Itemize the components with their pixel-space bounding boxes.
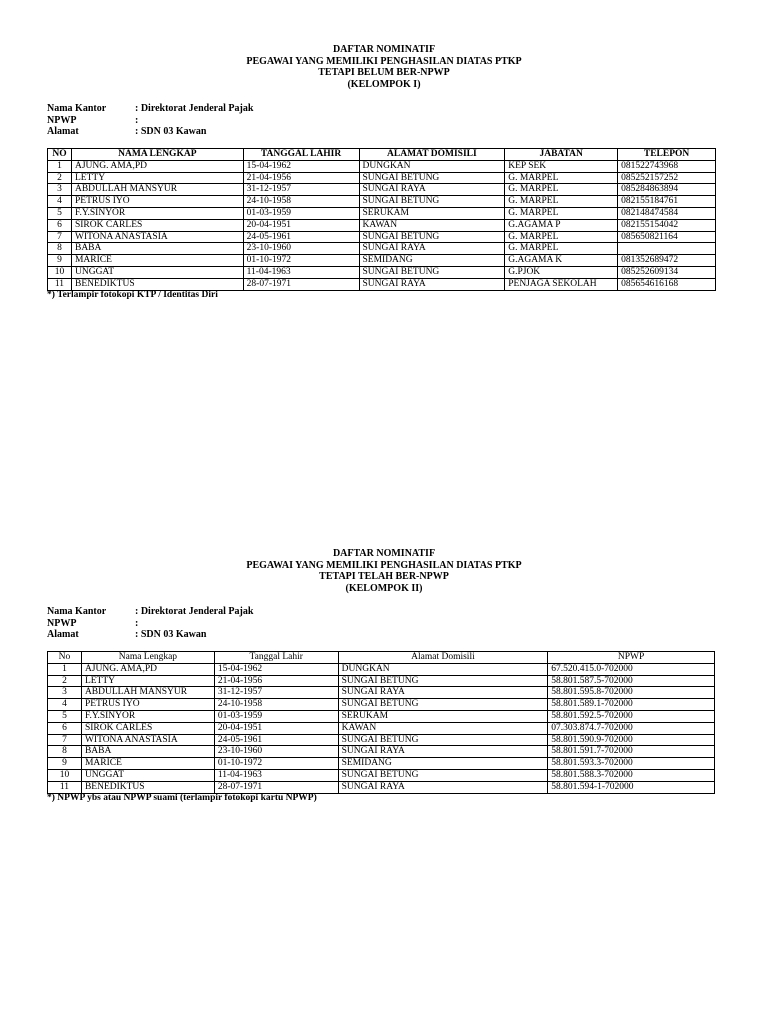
section2-note: *) NPWP ybs atau NPWP suami (terlampir fotokopi kartu NPWP): [47, 793, 317, 803]
table-row: [48, 663, 715, 675]
info-label: Alamat: [47, 126, 79, 137]
cell-name: SIROK CARLES: [81, 722, 214, 734]
cell-address: SEMIDANG: [359, 255, 505, 267]
cell-birthdate: 21-04-1956: [214, 675, 338, 687]
cell-name: BENEDIKTUS: [81, 781, 214, 793]
cell-position: G.AGAMA P: [505, 219, 618, 231]
cell-position: PENJAGA SEKOLAH: [505, 278, 618, 290]
cell-no: 4: [48, 196, 72, 208]
cell-birthdate: 31-12-1957: [243, 184, 359, 196]
cell-address: SUNGAI BETUNG: [338, 734, 548, 746]
cell-phone: [618, 243, 716, 255]
header-name: NAMA LENGKAP: [71, 149, 243, 161]
cell-position: G. MARPEL: [505, 243, 618, 255]
info-value: :: [135, 114, 139, 126]
table-row: [48, 734, 715, 746]
cell-no: 8: [48, 243, 72, 255]
cell-name: PETRUS IYO: [71, 196, 243, 208]
cell-position: G. MARPEL: [505, 196, 618, 208]
info-value: : Direktorat Jenderal Pajak: [135, 103, 254, 114]
cell-name: MARICE: [71, 255, 243, 267]
table-row: [48, 160, 716, 172]
header-position: JABATAN: [505, 149, 618, 161]
table-row: [48, 219, 716, 231]
group1-table: [47, 148, 716, 291]
cell-npwp: 58.801.593.3-702000: [548, 758, 715, 770]
header-birthdate: TANGGAL LAHIR: [243, 149, 359, 161]
cell-position: G. MARPEL: [505, 207, 618, 219]
cell-phone: 082148474584: [618, 207, 716, 219]
cell-no: 10: [48, 769, 82, 781]
cell-no: 7: [48, 231, 72, 243]
cell-no: 5: [48, 207, 72, 219]
cell-birthdate: 23-10-1960: [214, 746, 338, 758]
cell-address: SUNGAI BETUNG: [359, 172, 505, 184]
cell-name: PETRUS IYO: [81, 699, 214, 711]
cell-address: SERUKAM: [338, 710, 548, 722]
header-no: NO: [48, 149, 72, 161]
cell-address: KAWAN: [338, 722, 548, 734]
info-row-npwp: [47, 115, 253, 127]
cell-position: G.PJOK: [505, 266, 618, 278]
table-row: [48, 710, 715, 722]
cell-no: 10: [48, 266, 72, 278]
table-row: [48, 255, 716, 267]
cell-name: F.Y.SINYOR: [71, 207, 243, 219]
cell-phone: 085252157252: [618, 172, 716, 184]
cell-phone: 082155154042: [618, 219, 716, 231]
cell-position: G. MARPEL: [505, 231, 618, 243]
cell-name: BENEDIKTUS: [71, 278, 243, 290]
cell-position: G.AGAMA K: [505, 255, 618, 267]
title-line: TETAPI BELUM BER-NPWP: [318, 67, 450, 78]
cell-phone: 085252609134: [618, 266, 716, 278]
table-row: [48, 231, 716, 243]
cell-no: 5: [48, 710, 82, 722]
info-label: Nama Kantor: [47, 606, 107, 617]
table-row: [48, 769, 715, 781]
cell-name: SIROK CARLES: [71, 219, 243, 231]
info-label: Alamat: [47, 629, 79, 640]
cell-name: LETTY: [71, 172, 243, 184]
cell-npwp: 58.801.594-1-702000: [548, 781, 715, 793]
cell-no: 8: [48, 746, 82, 758]
cell-birthdate: 24-10-1958: [243, 196, 359, 208]
cell-address: SUNGAI RAYA: [338, 781, 548, 793]
cell-position: KEP SEK: [505, 160, 618, 172]
table-row: [48, 172, 716, 184]
section2-info: [47, 606, 253, 641]
cell-address: SUNGAI BETUNG: [359, 266, 505, 278]
cell-position: G. MARPEL: [505, 184, 618, 196]
cell-phone: 081352689472: [618, 255, 716, 267]
cell-name: UNGGAT: [81, 769, 214, 781]
cell-birthdate: 24-05-1961: [243, 231, 359, 243]
cell-no: 9: [48, 758, 82, 770]
cell-name: ABDULLAH MANSYUR: [71, 184, 243, 196]
table-row: [48, 207, 716, 219]
cell-phone: 085654616168: [618, 278, 716, 290]
cell-birthdate: 01-03-1959: [243, 207, 359, 219]
cell-name: BABA: [81, 746, 214, 758]
cell-name: LETTY: [81, 675, 214, 687]
info-value: : Direktorat Jenderal Pajak: [135, 606, 254, 617]
header-phone: TELEPON: [618, 149, 716, 161]
cell-position: G. MARPEL: [505, 172, 618, 184]
header-no: No: [48, 652, 82, 664]
cell-address: DUNGKAN: [359, 160, 505, 172]
info-value: :: [135, 617, 139, 629]
title-line: PEGAWAI YANG MEMILIKI PENGHASILAN DIATAS PTKP: [246, 559, 522, 571]
table-row: [48, 184, 716, 196]
cell-address: SUNGAI RAYA: [338, 687, 548, 699]
cell-npwp: 58.801.592.5-702000: [548, 710, 715, 722]
info-row-office: [47, 606, 253, 618]
cell-npwp: 58.801.590.9-702000: [548, 734, 715, 746]
table-row: [48, 781, 715, 793]
cell-name: F.Y.SINYOR: [81, 710, 214, 722]
section1-info: [47, 103, 253, 138]
cell-birthdate: 11-04-1963: [243, 266, 359, 278]
table-row: [48, 266, 716, 278]
table-row: [48, 196, 716, 208]
cell-no: 6: [48, 722, 82, 734]
cell-no: 3: [48, 184, 72, 196]
table-row: [48, 243, 716, 255]
cell-npwp: 58.801.591.7-702000: [548, 746, 715, 758]
table-header-row: [48, 149, 716, 161]
cell-no: 11: [48, 781, 82, 793]
info-value: : SDN 03 Kawan: [135, 629, 207, 640]
cell-no: 2: [48, 172, 72, 184]
section1-title: [0, 44, 768, 90]
cell-name: WITONA ANASTASIA: [71, 231, 243, 243]
cell-birthdate: 01-10-1972: [243, 255, 359, 267]
info-value: : SDN 03 Kawan: [135, 126, 207, 137]
section1-note: *) Terlampir fotokopi KTP / Identitas Diri: [47, 290, 218, 300]
cell-address: SUNGAI RAYA: [338, 746, 548, 758]
cell-birthdate: 01-03-1959: [214, 710, 338, 722]
cell-address: SUNGAI RAYA: [359, 278, 505, 290]
cell-birthdate: 31-12-1957: [214, 687, 338, 699]
cell-birthdate: 28-07-1971: [243, 278, 359, 290]
table-row: [48, 758, 715, 770]
cell-npwp: 58.801.589.1-702000: [548, 699, 715, 711]
cell-name: AJUNG. AMA,PD: [71, 160, 243, 172]
cell-address: SUNGAI BETUNG: [338, 699, 548, 711]
cell-address: SEMIDANG: [338, 758, 548, 770]
cell-birthdate: 01-10-1972: [214, 758, 338, 770]
group2-table: [47, 651, 715, 794]
title-line: TETAPI TELAH BER-NPWP: [319, 571, 449, 582]
cell-name: UNGGAT: [71, 266, 243, 278]
cell-name: AJUNG. AMA,PD: [81, 663, 214, 675]
header-name: Nama Lengkap: [81, 652, 214, 664]
cell-phone: 085284863894: [618, 184, 716, 196]
cell-birthdate: 15-04-1962: [243, 160, 359, 172]
header-address: ALAMAT DOMISILI: [359, 149, 505, 161]
title-line: DAFTAR NOMINATIF: [332, 548, 436, 559]
cell-no: 9: [48, 255, 72, 267]
cell-name: BABA: [71, 243, 243, 255]
cell-no: 2: [48, 675, 82, 687]
header-npwp: NPWP: [548, 652, 715, 664]
cell-address: SUNGAI BETUNG: [338, 675, 548, 687]
cell-name: WITONA ANASTASIA: [81, 734, 214, 746]
cell-no: 1: [48, 663, 82, 675]
cell-address: SUNGAI BETUNG: [359, 196, 505, 208]
cell-name: MARICE: [81, 758, 214, 770]
cell-birthdate: 23-10-1960: [243, 243, 359, 255]
cell-phone: 082155184761: [618, 196, 716, 208]
cell-birthdate: 20-04-1951: [243, 219, 359, 231]
cell-no: 7: [48, 734, 82, 746]
info-row-office: [47, 103, 253, 115]
cell-birthdate: 28-07-1971: [214, 781, 338, 793]
cell-birthdate: 24-05-1961: [214, 734, 338, 746]
table-row: [48, 699, 715, 711]
cell-no: 6: [48, 219, 72, 231]
cell-birthdate: 21-04-1956: [243, 172, 359, 184]
info-label: Nama Kantor: [47, 103, 107, 114]
cell-phone: 085650821164: [618, 231, 716, 243]
title-line: (KELOMPOK II): [345, 582, 423, 594]
table-header-row: [48, 652, 715, 664]
cell-birthdate: 24-10-1958: [214, 699, 338, 711]
info-label: NPWP: [47, 617, 77, 629]
info-row-address: [47, 629, 253, 641]
cell-address: SUNGAI RAYA: [359, 184, 505, 196]
cell-npwp: 07.303.874.7-702000: [548, 722, 715, 734]
cell-birthdate: 11-04-1963: [214, 769, 338, 781]
cell-no: 4: [48, 699, 82, 711]
cell-address: SUNGAI RAYA: [359, 243, 505, 255]
table-row: [48, 278, 716, 290]
cell-no: 3: [48, 687, 82, 699]
info-row-address: [47, 126, 253, 138]
cell-address: KAWAN: [359, 219, 505, 231]
cell-name: ABDULLAH MANSYUR: [81, 687, 214, 699]
cell-phone: 081522743968: [618, 160, 716, 172]
cell-npwp: 58.801.595.8-702000: [548, 687, 715, 699]
cell-address: SERUKAM: [359, 207, 505, 219]
cell-npwp: 58.801.588.3-702000: [548, 769, 715, 781]
cell-npwp: 67.520.415.0-702000: [548, 663, 715, 675]
table-row: [48, 746, 715, 758]
table-row: [48, 687, 715, 699]
cell-no: 11: [48, 278, 72, 290]
title-line: (KELOMPOK I): [347, 78, 421, 90]
cell-address: DUNGKAN: [338, 663, 548, 675]
table-row: [48, 722, 715, 734]
title-line: PEGAWAI YANG MEMILIKI PENGHASILAN DIATAS PTKP: [246, 55, 522, 67]
section2-title: [0, 548, 768, 594]
table-row: [48, 675, 715, 687]
cell-npwp: 58.801.587.5-702000: [548, 675, 715, 687]
cell-no: 1: [48, 160, 72, 172]
title-line: DAFTAR NOMINATIF: [332, 44, 436, 55]
info-row-npwp: [47, 618, 253, 630]
cell-birthdate: 15-04-1962: [214, 663, 338, 675]
cell-address: SUNGAI BETUNG: [338, 769, 548, 781]
header-birthdate: Tanggal Lahir: [214, 652, 338, 664]
cell-birthdate: 20-04-1951: [214, 722, 338, 734]
header-address: Alamat Domisili: [338, 652, 548, 664]
info-label: NPWP: [47, 114, 77, 126]
cell-address: SUNGAI BETUNG: [359, 231, 505, 243]
